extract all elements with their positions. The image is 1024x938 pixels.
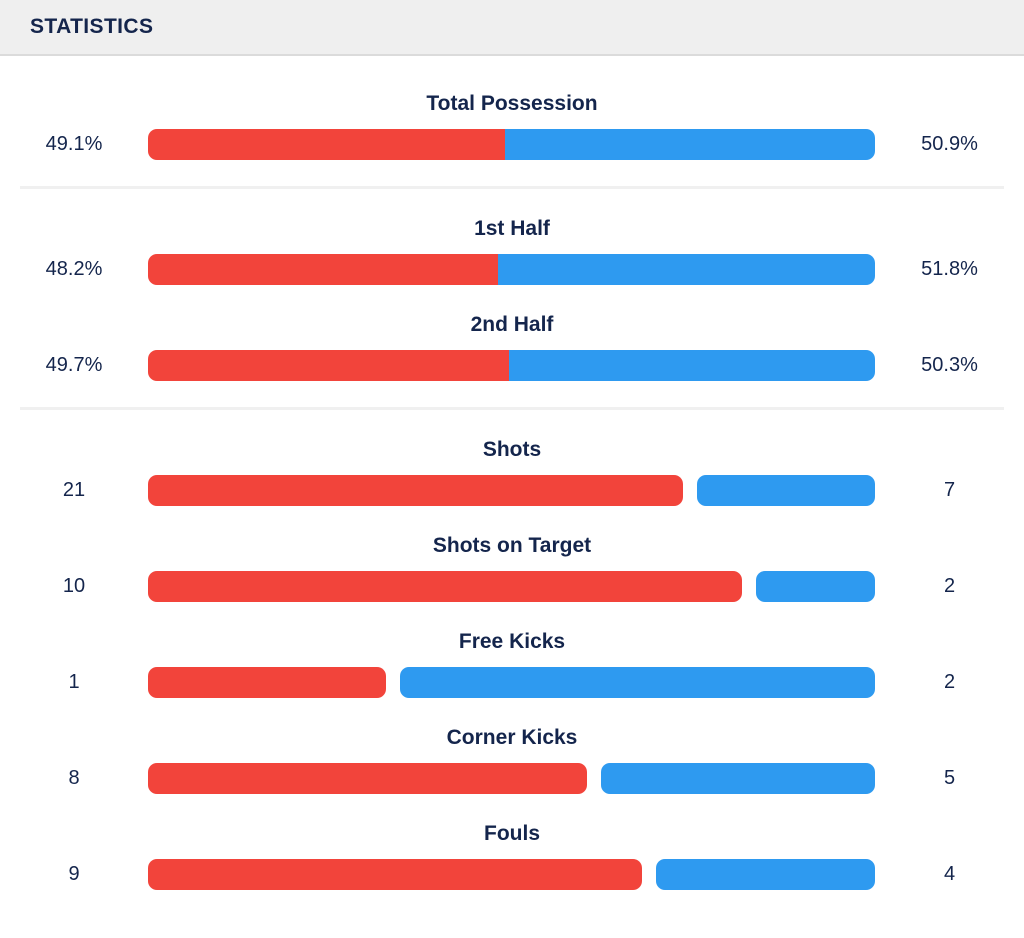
away-bar-segment: [498, 254, 875, 285]
home-bar-segment: [148, 254, 498, 285]
stat-row: [0, 602, 1024, 698]
stat-row: [0, 189, 1024, 285]
stat-bar-line: [0, 254, 1024, 285]
home-bar-segment: [148, 859, 642, 890]
stat-comparison-bar: [148, 129, 875, 160]
away-bar-segment: [601, 763, 875, 794]
home-bar-segment: [148, 129, 505, 160]
away-value: 51.8%: [921, 258, 978, 280]
away-bar-segment: [697, 475, 875, 506]
home-value: 49.1%: [45, 133, 103, 155]
stat-label: Free Kicks: [458, 630, 566, 653]
home-value: 49.7%: [45, 354, 103, 376]
stat-label: Shots on Target: [432, 534, 592, 557]
home-value: 48.2%: [45, 258, 103, 280]
stat-comparison-bar: [148, 350, 875, 381]
stat-comparison-bar: [148, 859, 875, 890]
stat-comparison-bar: [148, 571, 875, 602]
away-value: 50.9%: [921, 133, 978, 155]
away-bar-segment: [756, 571, 875, 602]
stat-bar-line: [0, 859, 1024, 890]
home-bar-segment: [148, 763, 587, 794]
stat-label: Shots: [482, 438, 542, 461]
stat-row: [0, 285, 1024, 381]
stat-comparison-bar: [148, 254, 875, 285]
away-bar-segment: [656, 859, 875, 890]
page-title: STATISTICS: [30, 15, 154, 38]
stat-bar-line: [0, 667, 1024, 698]
stat-row: [0, 794, 1024, 890]
statistics-header: [0, 0, 1024, 56]
home-bar-segment: [148, 667, 386, 698]
stat-comparison-bar: [148, 667, 875, 698]
stat-comparison-bar: [148, 475, 875, 506]
away-value: 7: [943, 479, 956, 501]
stats-content: [0, 56, 1024, 890]
stat-bar-line: [0, 475, 1024, 506]
stat-label: Corner Kicks: [446, 726, 578, 749]
stat-label: 1st Half: [474, 217, 550, 240]
stat-row: [0, 410, 1024, 506]
away-value: 4: [943, 863, 956, 885]
stat-row: [0, 698, 1024, 794]
stat-bar-line: [0, 571, 1024, 602]
home-bar-segment: [148, 475, 683, 506]
stat-bar-line: [0, 350, 1024, 381]
stat-label: 2nd Half: [470, 313, 554, 336]
stat-label: Fouls: [484, 822, 540, 845]
home-value: 8: [68, 767, 80, 789]
stat-row: [0, 506, 1024, 602]
home-bar-segment: [148, 350, 509, 381]
away-bar-segment: [505, 129, 875, 160]
away-value: 2: [943, 575, 956, 597]
away-value: 5: [943, 767, 956, 789]
stat-bar-line: [0, 763, 1024, 794]
home-value: 21: [62, 479, 86, 501]
away-bar-segment: [400, 667, 875, 698]
home-value: 10: [62, 575, 86, 597]
away-value: 50.3%: [921, 354, 978, 376]
stat-row: [0, 64, 1024, 160]
stat-label: Total Possession: [426, 92, 598, 115]
away-value: 2: [943, 671, 956, 693]
stat-bar-line: [0, 129, 1024, 160]
stat-comparison-bar: [148, 763, 875, 794]
home-value: 9: [68, 863, 80, 885]
home-bar-segment: [148, 571, 742, 602]
away-bar-segment: [509, 350, 875, 381]
home-value: 1: [68, 671, 80, 693]
